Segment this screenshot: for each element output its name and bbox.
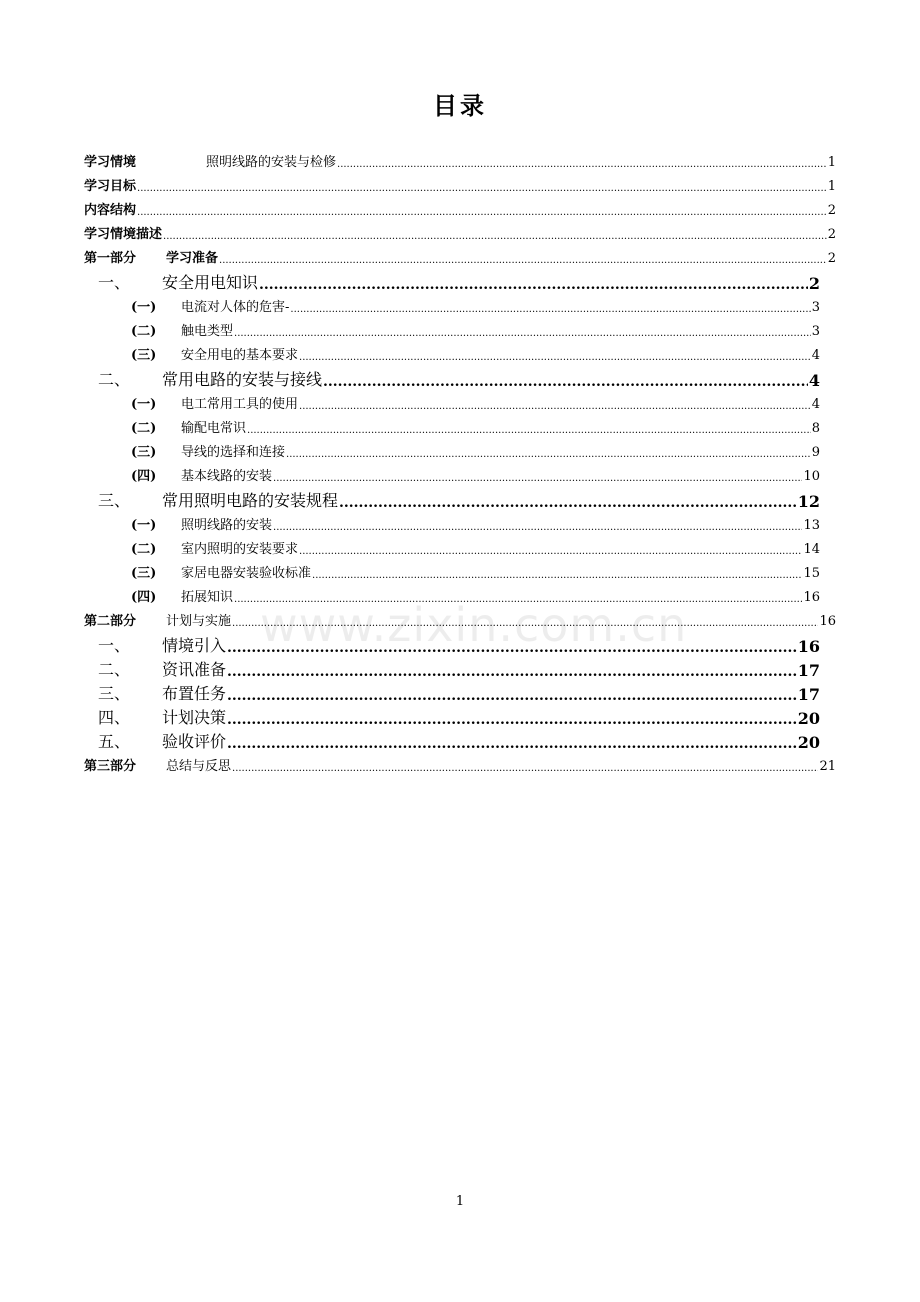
toc-entry-text: 常用照明电路的安装规程	[162, 491, 339, 510]
toc-entry-number: 第一部分	[84, 251, 137, 266]
toc-entry-text: 学习准备	[166, 251, 219, 266]
toc-entry-page: 1	[827, 155, 836, 170]
toc-entry[interactable]	[131, 563, 820, 581]
toc-entry-text: 照明线路的安装	[181, 518, 273, 533]
toc-entry[interactable]	[131, 394, 820, 412]
toc-entry-page: 2	[827, 203, 836, 218]
toc-leader-dots	[227, 736, 797, 752]
toc-entry[interactable]	[84, 224, 836, 242]
toc-leader-dots	[286, 449, 811, 460]
toc-entry-number: 学习情境	[84, 155, 137, 170]
toc-entry-number: 二、	[98, 370, 131, 389]
toc-leader-dots	[232, 618, 818, 629]
toc-leader-dots	[299, 546, 802, 557]
toc-entry-number: 一、	[98, 273, 131, 292]
toc-entry-text: 家居电器安装验收标准	[181, 566, 312, 581]
toc-entry-text: 拓展知识	[181, 590, 234, 605]
toc-entry-text: 学习情境描述	[84, 227, 163, 242]
toc-leader-dots	[337, 159, 827, 170]
toc-leader-dots	[137, 183, 827, 194]
toc-entry[interactable]	[131, 442, 820, 460]
toc-leader-dots	[339, 495, 797, 511]
toc-leader-dots	[227, 640, 797, 656]
toc-leader-dots	[227, 712, 797, 728]
toc-entry-number: (四)	[131, 469, 157, 484]
toc-entry-page: 20	[797, 733, 820, 752]
toc-entry-text: 资讯准备	[162, 660, 227, 679]
toc-entry[interactable]	[84, 176, 836, 194]
toc-entry-number: (四)	[131, 590, 157, 605]
toc-entry[interactable]	[84, 200, 836, 218]
toc-entry-text: 电流对人体的危害-	[181, 300, 290, 315]
toc-entry[interactable]	[98, 489, 820, 511]
toc-entry-text: 总结与反思	[166, 759, 232, 774]
toc-entry-number: 五、	[98, 732, 131, 751]
toc-entry[interactable]	[84, 152, 836, 170]
toc-entry[interactable]	[131, 466, 820, 484]
toc-leader-dots	[137, 207, 827, 218]
toc-entry-text: 情境引入	[162, 636, 227, 655]
toc-entry[interactable]	[98, 634, 820, 656]
toc-entry-number: (一)	[131, 397, 157, 412]
toc-entry-page: 4	[808, 371, 820, 390]
toc-leader-dots	[234, 594, 802, 605]
toc-leader-dots	[273, 522, 802, 533]
toc-entry-text: 室内照明的安装要求	[181, 542, 299, 557]
watermark: www.zixin.com.cn	[260, 598, 688, 652]
toc-entry-text: 常用电路的安装与接线	[162, 370, 323, 389]
toc-entry-page: 15	[803, 566, 820, 581]
toc-entry-page: 8	[811, 421, 820, 436]
page-number: 1	[455, 1194, 465, 1209]
toc-entry[interactable]	[98, 730, 820, 752]
toc-leader-dots	[219, 255, 827, 266]
toc-leader-dots	[163, 231, 827, 242]
toc-entry[interactable]	[98, 682, 820, 704]
toc-entry-number: 四、	[98, 708, 131, 727]
toc-entry-number: (一)	[131, 518, 157, 533]
toc-leader-dots	[259, 277, 808, 293]
toc-leader-dots	[312, 570, 802, 581]
toc-entry[interactable]	[131, 587, 820, 605]
toc-entry[interactable]	[98, 368, 820, 390]
toc-entry-page: 3	[811, 324, 820, 339]
toc-entry-page: 4	[811, 348, 820, 363]
toc-entry-number: 三、	[98, 684, 131, 703]
toc-entry-text: 计划决策	[162, 708, 227, 727]
toc-entry[interactable]	[131, 345, 820, 363]
toc-entry-text: 照明线路的安装与检修	[206, 155, 337, 170]
toc-leader-dots	[273, 473, 802, 484]
toc-leader-dots	[290, 304, 810, 315]
toc-entry-page: 2	[808, 274, 820, 293]
toc-entry-text: 输配电常识	[181, 421, 247, 436]
toc-entry-page: 9	[811, 445, 820, 460]
toc-entry-page: 17	[797, 661, 820, 680]
toc-entry[interactable]	[98, 271, 820, 293]
toc-entry[interactable]	[84, 756, 836, 774]
toc-entry-text: 基本线路的安装	[181, 469, 273, 484]
toc-entry-page: 16	[803, 590, 820, 605]
toc-entry[interactable]	[84, 248, 836, 266]
page-title: 目录	[433, 91, 487, 120]
toc-entry[interactable]	[131, 321, 820, 339]
toc-entry-page: 4	[811, 397, 820, 412]
toc-entry-page: 20	[797, 709, 820, 728]
toc-entry-number: (三)	[131, 566, 157, 581]
toc-entry-text: 电工常用工具的使用	[181, 397, 299, 412]
toc-entry-text: 安全用电知识	[162, 273, 259, 292]
toc-entry-number: 第二部分	[84, 614, 137, 629]
toc-entry-number: (三)	[131, 348, 157, 363]
toc-leader-dots	[227, 664, 797, 680]
toc-entry-page: 10	[803, 469, 820, 484]
toc-entry[interactable]	[98, 706, 820, 728]
toc-entry-text: 内容结构	[84, 203, 137, 218]
toc-entry-number: (二)	[131, 324, 157, 339]
toc-entry[interactable]	[131, 539, 820, 557]
toc-entry-number: 第三部分	[84, 759, 137, 774]
toc-leader-dots	[247, 425, 811, 436]
toc-entry-page: 12	[797, 492, 820, 511]
toc-leader-dots	[323, 374, 808, 390]
toc-entry-number: (二)	[131, 421, 157, 436]
toc-entry-text: 安全用电的基本要求	[181, 348, 299, 363]
toc-entry-text: 计划与实施	[166, 614, 232, 629]
toc-entry-page: 14	[803, 542, 820, 557]
toc-leader-dots	[299, 401, 811, 412]
toc-entry-number: 二、	[98, 660, 131, 679]
toc-entry[interactable]	[98, 658, 820, 680]
toc-entry-text: 导线的选择和连接	[181, 445, 286, 460]
toc-entry-text: 触电类型	[181, 324, 234, 339]
toc-entry-page: 1	[827, 179, 836, 194]
toc-entry-number: (二)	[131, 542, 157, 557]
toc-entry-number: (三)	[131, 445, 157, 460]
toc-entry[interactable]	[131, 418, 820, 436]
toc-entry-page: 13	[803, 518, 820, 533]
toc-entry-page: 16	[797, 637, 820, 656]
toc-entry-text: 学习目标	[84, 179, 137, 194]
toc-entry-page: 16	[819, 614, 836, 629]
toc-entry-text: 布置任务	[162, 684, 227, 703]
toc-entry[interactable]	[131, 515, 820, 533]
toc-entry-page: 2	[827, 251, 836, 266]
toc-entry-text: 验收评价	[162, 732, 227, 751]
toc-entry[interactable]	[131, 297, 820, 315]
toc-leader-dots	[227, 688, 797, 704]
toc-leader-dots	[232, 763, 818, 774]
toc-leader-dots	[234, 328, 811, 339]
toc-entry-page: 3	[811, 300, 820, 315]
toc-entry[interactable]	[84, 611, 836, 629]
toc-entry-page: 17	[797, 685, 820, 704]
toc-entry-number: 三、	[98, 491, 131, 510]
toc-entry-number: 一、	[98, 636, 131, 655]
toc-entry-page: 2	[827, 227, 836, 242]
toc-entry-number: (一)	[131, 300, 157, 315]
toc-leader-dots	[299, 352, 811, 363]
toc-entry-page: 21	[819, 759, 836, 774]
